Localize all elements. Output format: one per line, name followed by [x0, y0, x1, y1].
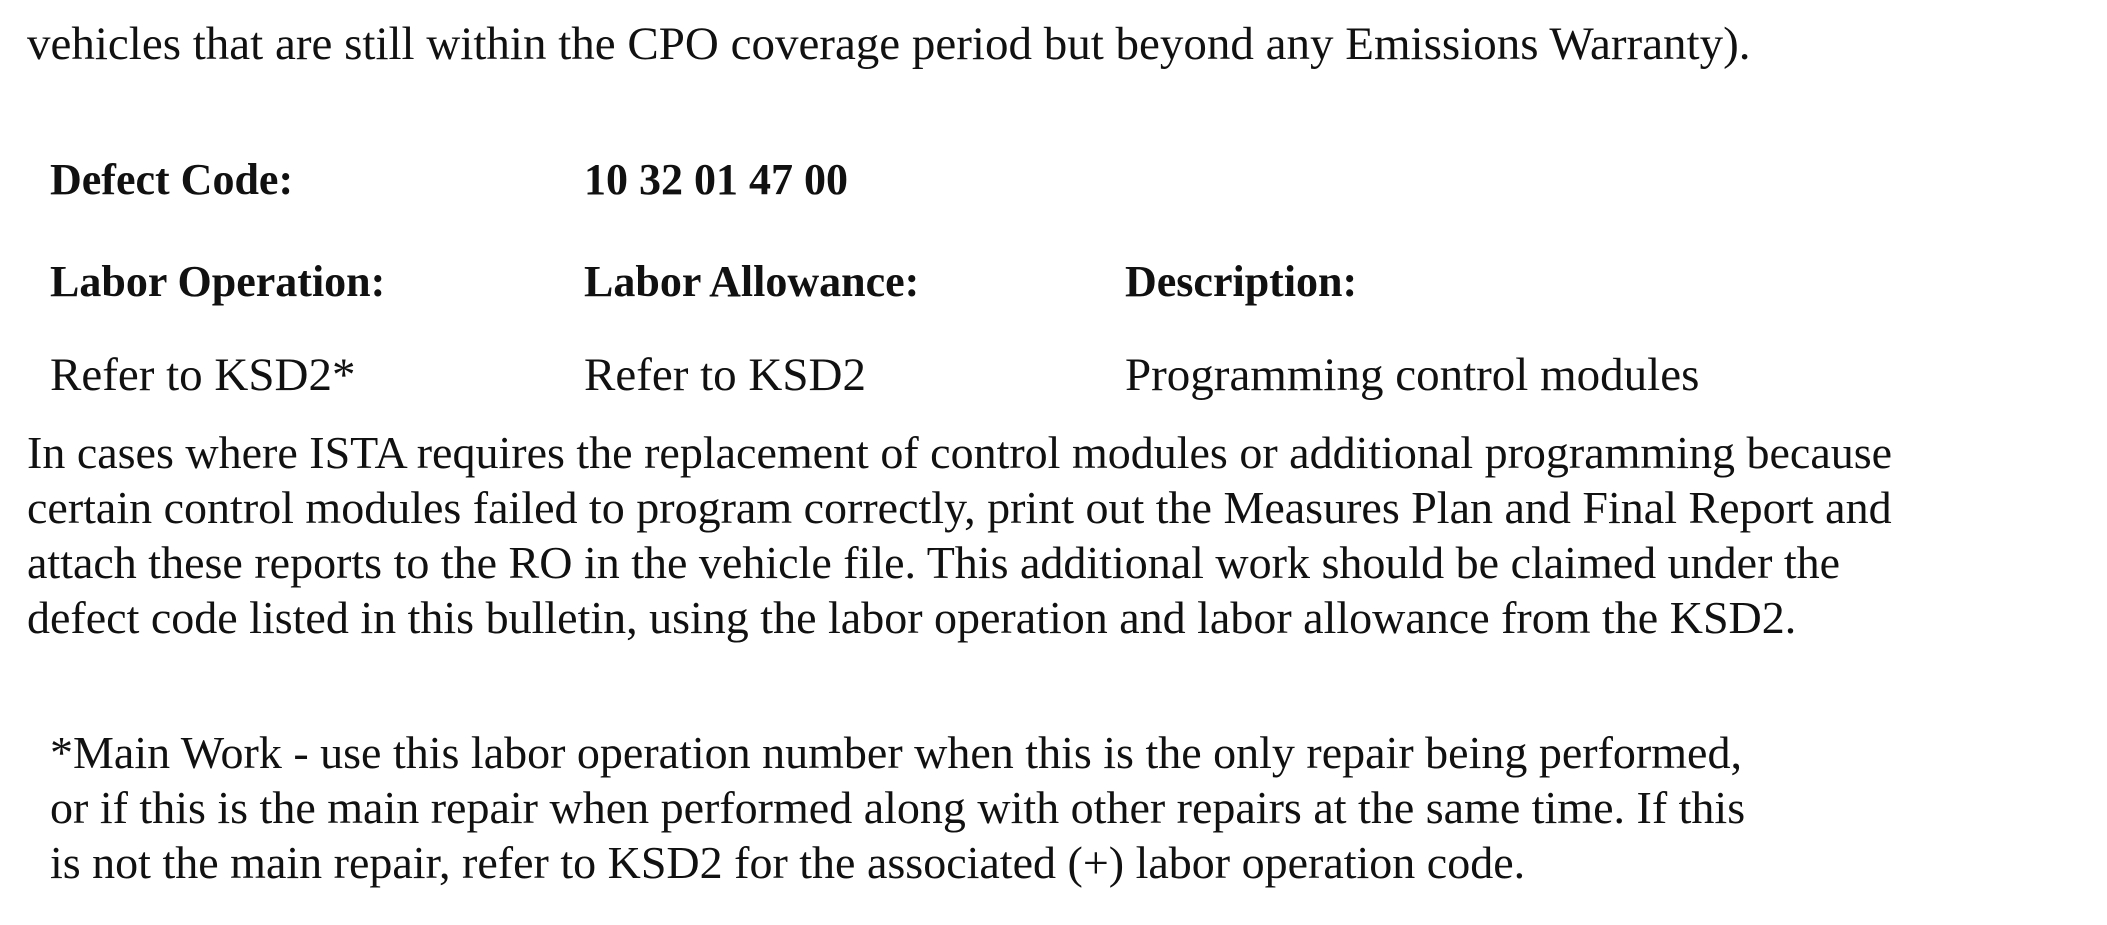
defect-code-value: 10 32 01 47 00: [584, 155, 848, 204]
footnote-line: or if this is the main repair when performed along with other repairs at the same time. If this: [50, 782, 1746, 833]
instructions-paragraph: [27, 425, 2097, 645]
footnote-line: *Main Work - use this labor operation number when this is the only repair being performed,: [50, 727, 1742, 778]
description-header: Description:: [1125, 257, 1358, 306]
defect-code-label: Defect Code:: [50, 155, 294, 204]
main-work-footnote: [50, 725, 2090, 890]
footnote-line: is not the main repair, refer to KSD2 for the associated (+) labor operation code.: [50, 837, 1526, 888]
labor-allowance-header: Labor Allowance:: [584, 257, 920, 306]
labor-allowance-value: Refer to KSD2: [584, 349, 866, 401]
paragraph-line: certain control modules failed to program correctly, print out the Measures Plan and Final Report and: [27, 482, 1892, 533]
paragraph-line: In cases where ISTA requires the replacement of control modules or additional programming because: [27, 427, 1893, 478]
labor-operation-value: Refer to KSD2*: [50, 349, 356, 401]
labor-operation-header: Labor Operation:: [50, 257, 386, 306]
intro-text: vehicles that are still within the CPO coverage period but beyond any Emissions Warranty).: [27, 18, 1751, 70]
paragraph-line: attach these reports to the RO in the vehicle file. This additional work should be claimed under the: [27, 537, 1841, 588]
description-value: Programming control modules: [1125, 349, 1700, 401]
paragraph-line: defect code listed in this bulletin, using the labor operation and labor allowance from the KSD2.: [27, 592, 1797, 643]
